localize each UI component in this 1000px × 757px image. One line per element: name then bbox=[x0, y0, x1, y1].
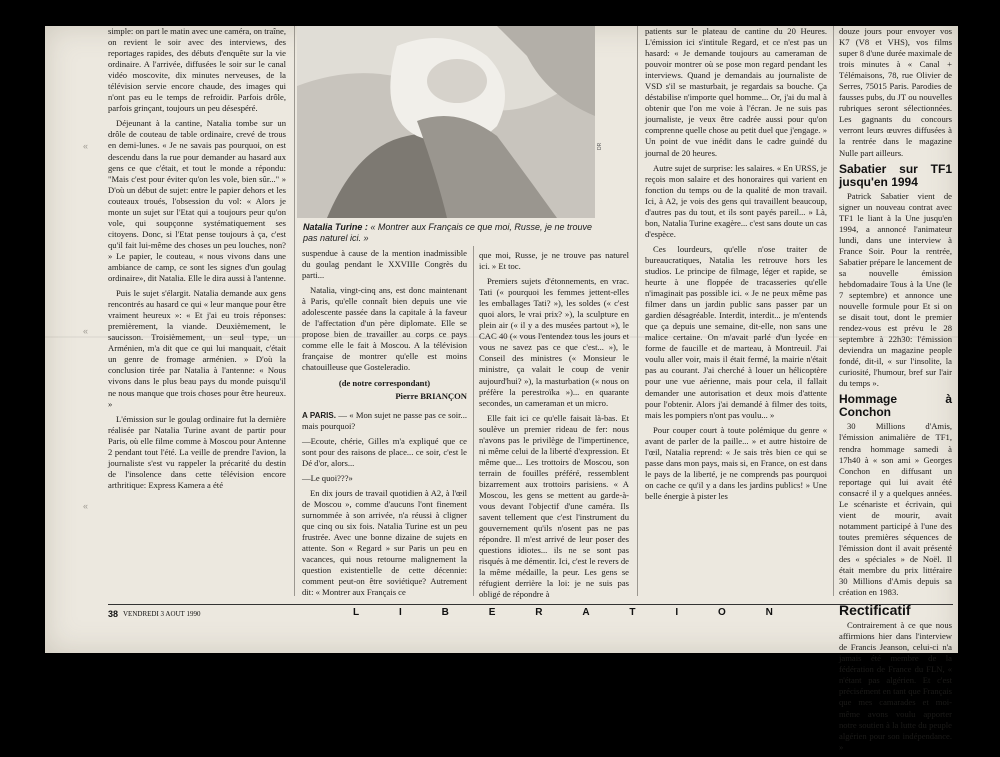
photo-credit: DR bbox=[597, 142, 603, 150]
paragraph: Autre sujet de surprise: les salaires. « En URSS, je reçois mon salaire et des honoraires qui varient en fonction du temps ou de la qualité de mon travail. Ici, à A2, je vois des gens qui travaillent beaucoup, d'autres pas du tout, et ils sont payés pareil... » Là, bon, Natalia Turine exagère... c'est sans doute un cas d'espèce. bbox=[645, 162, 827, 239]
paragraph: En dix jours de travail quotidien à A2, à l'œil de Moscou », comme d'aucuns l'ont finement surnommée à son arrivée, n'a réussi à cligner que cinq ou six fois. Natalia Turine est un peu frustrée. Avec une bonne dizaine de sujets en attente. Son « Regard » sur Paris un peu en vacances, qui nous retourne malignement la question existentielle de cette décennie: comment peut-on être soviétique? Autrement dit: « Montrer aux Français ce bbox=[302, 487, 467, 598]
paragraph: Elle fait ici ce qu'elle faisait là-bas. Et soulève un premier rideau de fer: nous n'avons pas le privilège de l'impertinence, ni même celui de la liberté d'expression. Et même que... Les trottoirs de Moscou, son terrain de fouilles préféré, ressemblent bizarrement aux trottoirs parisiens. « A Moscou, les gens se mettent au garde-à-vous devant l'objectif d'une caméra. Ils savent tellement que c'est l'instrument du gouvernement qu'ils n'osent pas ne pas répondre. Il m'est arrivé de leur poser des questions idiotes... ils ne se sont pas risqués à me démentir. Ici, c'est le revers de la même médaille, la peur. Les gens se réfugient derrière la loi: je ne suis pas obligé de répondre à bbox=[479, 412, 629, 600]
article-column-4 bbox=[645, 26, 827, 506]
masthead-letter: B bbox=[441, 607, 449, 618]
paragraph: suspendue à cause de la mention inadmissible du goulag pendant le XXVIIIe Congrès du parti... bbox=[302, 248, 467, 281]
paragraph: patients sur le plateau de cantine du 20 Heures. L'émission ici s'intitule Regard, et ce n'est pas un hasard: « Je demande toujours au cameraman de pouvoir montrer où se pose mon regard pendant les interviews. Quand je demandais au journaliste de VSD s'il se masturbait, je regardais sa bouche. Ça déstabilise n'importe quel homme... Or, j'ai du mal à obtenir que l'on me voie à l'écran. Je ne suis pas journaliste, je veux être cadrée aussi pour qu'on comprenne quelle chose au petit duel que j'engage. » Un point de vue inédit dans le cadre guindé du journal de 20 heures. bbox=[645, 26, 827, 158]
caption-name: Natalia Turine : bbox=[303, 222, 368, 232]
paragraph: —Ecoute, chérie, Gilles m'a expliqué que ce sont pour des raisons de place... ce soir, c'est le Dé d'or, alors... bbox=[302, 435, 467, 468]
paragraph: Premiers sujets d'étonnements, en vrac. Tati (« pourquoi les femmes jettent-elles les emballages Tati? »), les soldes (« c'est quoi alors, le vrai prix? »), la sculpture en plein air (« il y a des musées partout »), le CAC 40 (« vous l'entendez tous les jours et vous ne savez pas ce que c'est... »), le Conseil des ministres (« Monsieur le ministre, ça valait le coup de venir aujourd'hui? »), la masturbation (« nous on préfère la perestroïka »)... en quarante secondes, un cameraman et un micro. bbox=[479, 276, 629, 408]
headline-conchon: Hommage à Conchon bbox=[839, 392, 952, 420]
paragraph: A PARIS. — « Mon sujet ne passe pas ce soir... mais pourquoi? bbox=[302, 409, 468, 431]
masthead-letter: E bbox=[488, 607, 496, 618]
news-briefs-column bbox=[839, 26, 952, 757]
paragraph: Patrick Sabatier vient de signer un nouveau contrat avec TF1 le liant à la Une jusqu'en 1994, a annoncé l'animateur lundi, dans une interview à France Soir. Pour la rentrée, Sabatier prépare le lancement de sa nouvelle émission hebdomadaire Tous à la Une (le 7 septembre) et annonce une nouvelle formule pour Et si on se disait tout, dont le premier rendez-vous est prévu le 28 septembre à 22h30: l'émission deviendra un magazine people fondé, dit-il, « sur l'insolite, la curiosité, l'humour, bref sur l'air du temps ». bbox=[839, 190, 952, 389]
headline-rectificatif: Rectificatif bbox=[839, 602, 911, 619]
page-number: 38 bbox=[108, 609, 119, 619]
paragraph: Déjeunant à la cantine, Natalia tombe sur un drôle de couteau de table ordinaire, crevé de trous en demi-lunes. « Je ne savais pas pourquoi, on est descendu dans la rue pour demander au hasard aux gens ce que c'était, et tout le monde a répondu: "Mais c'est pour éviter qu'on les vole, bien sûr..." » D'où un début de sujet: entre le papier dehors et les couteaux troués, l'obsession du vol: « Alors je monte un sujet sur l'Etat qui a toujours peur qu'on vole, qui soupçonne systématiquement ses citoyens. Donc, si l'Etat pense toujours à ça, c'est qu'il fait lui-même des choses un peu louches, non? » Le papier, le couteau, « nous vivons dans une ambiance de camp, ce sont les signes d'un goulag ordinaire», dit Natalia. Elle le dira aussi à l'antenne. bbox=[108, 118, 286, 284]
paragraph: Natalia, vingt-cinq ans, est donc maintenant à Paris, qu'elle connaît bien depuis une vie adolescente passée dans la capitale à la faveur de l'affectation d'un père diplomate. Elle se propose bien de travailler au corps ce pays comme elle le fait à Moscou. A la télévision française de montrer qu'elle est moins chatouilleuse que Gosteleradio. bbox=[302, 285, 467, 373]
column-rule bbox=[637, 26, 638, 596]
photo-illustration bbox=[297, 26, 595, 218]
paragraph: Contrairement à ce que nous affirmions hier dans l'interview de Francis Jeanson, celui-ci n'a jamais été membre de la fédération de France du FLN, « n'étant pas algérien. Et c'est précisément en tant que Français que mes camarades et moi-même avons voulu apporter notre soutien à la lutte du peuple algérien pour son indépendance. » bbox=[839, 620, 952, 752]
column-rule bbox=[294, 26, 295, 596]
article-column-3 bbox=[479, 250, 629, 604]
article-column-2 bbox=[302, 248, 467, 602]
masthead-letter: O bbox=[718, 607, 726, 618]
article-photo bbox=[297, 26, 595, 218]
photo-caption bbox=[303, 222, 603, 244]
paragraph: simple: on part le matin avec une caméra, on traîne, on revient le soir avec des interviews, des reportages rapides, des débuts d'enquête sur la vie ordinaire. A l'arrivée, diffusées le soir sur le canal vidéo moscovite, dix minutes nerveuses, de la télévision servie encore chaude, des images qui n'ont pas eu le temps de refroidir. Parfois drôle, parfois grinçant, toujours un peu désespéré. bbox=[108, 26, 286, 114]
masthead-letter: A bbox=[582, 607, 590, 618]
column-rule bbox=[473, 246, 474, 596]
paragraph: Puis le sujet s'élargit. Natalia demande aux gens rencontrés au hasard ce qui « leur manque pour être vraiment heureux »: « Et j'ai eu trois réponses: premièrement, la viande. Deuxièmement, le saucisson. Troisièmement, un seul type, un Arménien, m'a dit que ce qui lui manquait, c'était un genre de fromage arménien. » D'où la conclusion tirée par Natalia à l'antenne: « Nous vivons dans le plus beau pays du monde puisqu'il ne nous manque que trois choses pour être heureux. » bbox=[108, 288, 286, 409]
masthead-letter: I bbox=[675, 607, 679, 618]
correspondent-note: (de notre correspondant) bbox=[338, 377, 431, 388]
paragraph: —Le quoi???» bbox=[302, 472, 353, 483]
dateline: A PARIS. bbox=[302, 410, 336, 420]
masthead-letter: L bbox=[353, 607, 360, 618]
edge-mark: « bbox=[83, 501, 89, 511]
masthead-letter: R bbox=[535, 607, 543, 618]
article-column-1 bbox=[108, 26, 286, 495]
edge-mark: « bbox=[83, 141, 89, 151]
headline-sabatier: Sabatier sur TF1 jusqu'en 1994 bbox=[839, 161, 952, 189]
paragraph: que moi, Russe, je ne trouve pas naturel ici. » Et toc. bbox=[479, 250, 629, 272]
masthead-letter: T bbox=[629, 607, 636, 618]
masthead-liberation bbox=[353, 607, 773, 618]
footer-date: VENDREDI 3 AOUT 1990 bbox=[123, 610, 201, 618]
page-footer bbox=[108, 604, 953, 623]
paragraph: Ces lourdeurs, qu'elle n'ose traiter de bureaucratiques, Natalia les retrouve hors les studios. Le principe de filmage, léger et rapide, se heurte à une floppée de tracasseries qu'elle n'imaginait pas possible ici. « Je ne peux même pas filmer dans un jardin public sans passer par un gardien désagréable. Interdit, interdit... je m'entends que ça depuis une semaine, dit-elle, non sans une malice certaine. On m'avait parlé d'un lycée en forme de faucille et de marteau, à Montreuil. J'ai voulu aller voir, mais il était fermé, la mairie n'était pas au courant. J'ai cherché à louer un hélicoptère pour une vue aérienne, mais pour cela, il fallait demander une autorisation et deux mois d'attente pour l'obtenir. Alors j'ai demandé à filmer des toits, mais les pompiers n'ont pas voulu... » bbox=[645, 243, 827, 420]
paragraph: douze jours pour envoyer vos K7 (V8 et VHS), vos films super 8 d'une durée maximale de trois minutes à « Canal + Télémaisons, 78, rue Olivier de Serres, 75015 Paris. Parodies de fausses pubs, du JT ou nouvelles rubriques seront sélectionnées. Les gagnants du concours verront leurs œuvres diffusées à la rentrée dans le magazine Nulle part ailleurs. bbox=[839, 26, 952, 158]
author-signature: Pierre BRIANÇON bbox=[395, 390, 467, 401]
paragraph: Pour couper court à toute polémique du genre « avant de parler de la paille... » et autre histoire de l'œil, Natalia reprend: « Je sais très bien ce qui se passe dans mon pays, mais si, en France, on est dans le pays de la liberté, je ne comprends pas pourquoi on cache ce qu'il y a dans les jardins publics! » Une belle énergie à pister les bbox=[645, 424, 827, 501]
newspaper-page bbox=[45, 26, 958, 752]
paragraph: L'émission sur le goulag ordinaire fut la dernière réalisée par Natalia Turine avant de partir pour Paris, où elle filme comme à Moscou pour Antenne 2 pendant tout l'été. La veille de prendre l'avion, la journaliste s'est vu rappeler la précarité du destin de l'insolence dans cette télévision encore arthritique: Express Kamera a été bbox=[108, 413, 286, 490]
masthead-letter: N bbox=[765, 607, 773, 618]
masthead-letter: I bbox=[398, 607, 402, 618]
column-rule bbox=[833, 26, 834, 596]
caption-quote: « Montrer aux Français ce que moi, Russe, je ne trouve pas naturel ici. » bbox=[303, 222, 592, 243]
edge-mark: « bbox=[83, 326, 89, 336]
paragraph: 30 Millions d'Amis, l'émission animalière de TF1, rendra hommage samedi à 17h40 à « son ami » Georges Conchon en diffusant un reportage qui lui avait été consacré il y a quelques années. Le scénariste et écrivain, qui vient de mourir, avait notamment participé à l'une des toutes premières séquences de l'émission dont il avait présenté des « spéciales » de Noël. Il était membre du prix littéraire 30 Millions d'Amis depuis sa création en 1983. bbox=[839, 421, 952, 598]
